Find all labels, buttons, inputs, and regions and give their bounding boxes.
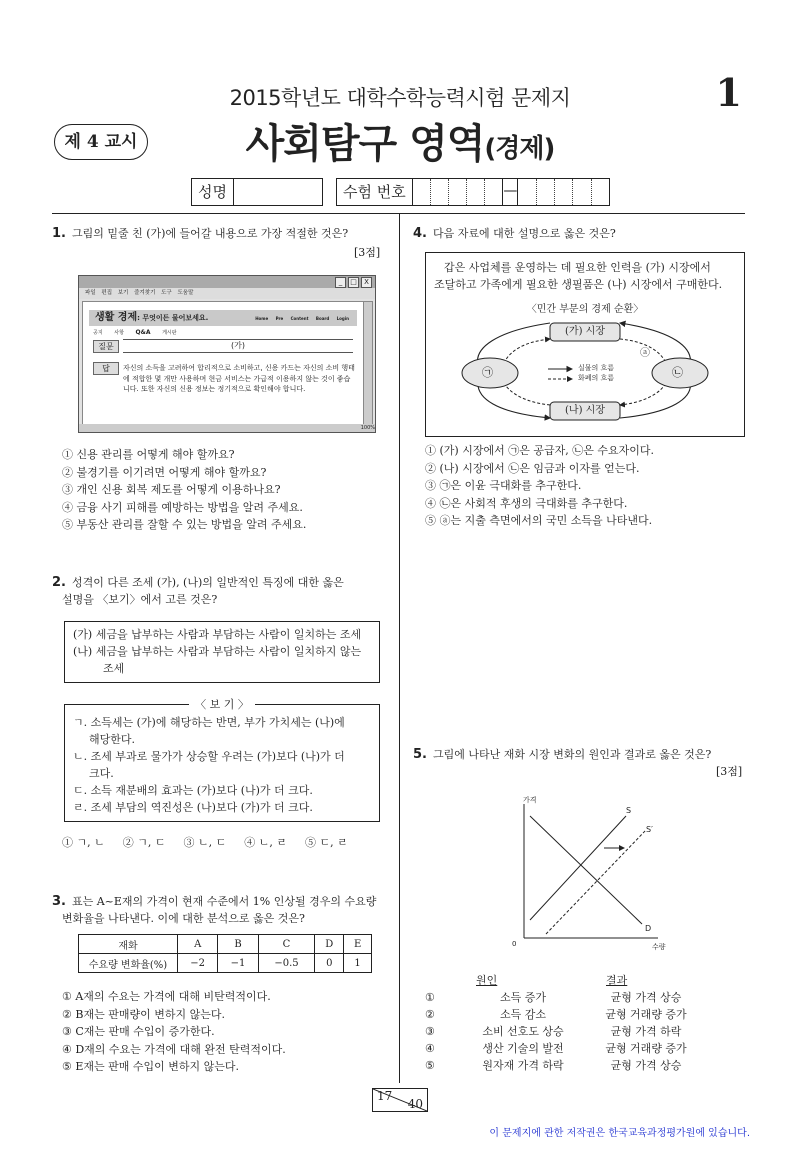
q5-points: [3점] <box>716 765 743 778</box>
browser-statusbar: 100% <box>79 424 375 432</box>
option-num: ⑤ <box>425 1059 435 1072</box>
q5-stem <box>413 746 743 763</box>
col-header-cause: 원인 <box>476 974 498 987</box>
page-total: 40 <box>407 1097 423 1111</box>
answer-text: 자신의 소득을 고려하여 합리적으로 소비하고, 신용 카드는 자신의 소비 행태에 적합한 몇 개만 사용하며 현금 서비스는 가급적 이용하지 않는 것이 좋습니다. 또한 자신의 신용 정보는 정기적으로 확인해야 합니다. <box>123 364 355 393</box>
option-cause: 소비 선호도 상승 <box>482 1025 564 1038</box>
bogi-da: ㄷ. 소득 재분배의 효과는 (가)보다 (나)가 더 크다. <box>73 784 313 797</box>
table-cell: 0 <box>315 954 344 973</box>
option-num: ② <box>425 1008 435 1021</box>
browser-titlebar <box>79 276 375 288</box>
q3-choice-1[interactable]: ① A재의 수요는 가격에 대해 비탄력적이다. <box>62 990 271 1003</box>
close-icon[interactable]: X <box>361 277 372 288</box>
browser-menubar[interactable]: 파일 편집 보기 즐겨찾기 도구 도움말 <box>79 288 375 299</box>
browser-window <box>78 275 376 433</box>
legend-real-label: 실물의 흐름 <box>578 364 615 372</box>
option-result: 균형 가격 상승 <box>610 1059 682 1072</box>
qa-divider-mid <box>123 352 353 353</box>
bogi-title: 〈 보 기 〉 <box>189 698 255 711</box>
browser-content <box>82 301 364 425</box>
q3-text-2: 변화율을 나타낸다. 이에 대한 분석으로 옳은 것은? <box>62 912 305 925</box>
q2-number: 2. <box>52 575 66 590</box>
q1-choice-2[interactable]: ② 불경기를 이기려면 어떻게 해야 할까요? <box>62 465 267 479</box>
q3-choices <box>62 988 286 1076</box>
table-cell: 수요량 변화율(%) <box>79 954 178 973</box>
bogi-ga-1: ㄱ. 소득세는 (가)에 해당하는 반면, 부가 가치세는 (나)에 <box>73 716 345 729</box>
table-cell: E <box>344 935 372 954</box>
q2-choice-1[interactable]: ① ㄱ, ㄴ <box>62 836 105 849</box>
copyright-notice: 이 문제지에 관한 저작권은 한국교육과정평가원에 있습니다. <box>489 1128 750 1139</box>
q4-choice-1[interactable]: ① (가) 시장에서 ㉠은 공급자, ㉡은 수요자이다. <box>425 444 654 457</box>
q4-choice-5[interactable]: ⑤ ⓐ는 지출 측면에서의 국민 소득을 나타낸다. <box>425 514 653 527</box>
q4-box-text-2: 조달하고 가족에게 필요한 생필품은 (나) 시장에서 구매한다. <box>434 278 723 291</box>
q5-option-5[interactable] <box>425 1057 711 1074</box>
q3-choice-4[interactable]: ④ D재의 수요는 가격에 대해 완전 탄력적이다. <box>62 1042 286 1056</box>
q5-option-1[interactable] <box>425 989 711 1006</box>
option-num: ③ <box>425 1025 435 1038</box>
exam-number-dash: — <box>503 179 518 205</box>
q4-choice-3[interactable]: ③ ㉠은 이윤 극대화를 추구한다. <box>425 479 582 492</box>
option-cause: 생산 기술의 발전 <box>482 1042 564 1055</box>
site-header <box>89 310 357 326</box>
table-row <box>79 935 372 954</box>
q1-stem <box>52 225 382 242</box>
market-na-label: (나) 시장 <box>565 405 605 416</box>
tax-na-2: 조세 <box>103 662 125 675</box>
option-result: 균형 가격 하락 <box>610 1025 682 1038</box>
table-cell: D <box>315 935 344 954</box>
legend-money-label: 화폐의 흐름 <box>578 374 615 382</box>
q1-number: 1. <box>52 226 66 241</box>
q1-choice-3[interactable]: ③ 개인 신용 회복 제도를 어떻게 이용하나요? <box>62 483 281 496</box>
chart-origin: 0 <box>512 940 517 948</box>
q4-box <box>425 252 745 437</box>
site-nav <box>93 329 177 336</box>
q3-table <box>78 934 372 973</box>
page-indicator <box>372 1088 428 1112</box>
q3-number: 3. <box>52 894 66 909</box>
q1-choice-4[interactable]: ④ 금융 사기 피해를 예방하는 방법을 알려 주세요. <box>62 500 303 514</box>
q3-choice-3[interactable]: ③ C재는 판매 수입이 증가한다. <box>62 1025 215 1038</box>
option-cause: 원자재 가격 하락 <box>482 1059 564 1072</box>
q2-tax-box <box>64 621 380 683</box>
table-cell: −0.5 <box>258 954 315 973</box>
exam-number-label: 수험 번호 <box>337 179 413 205</box>
subject-title <box>0 112 800 169</box>
browser-scrollbar[interactable] <box>363 301 373 425</box>
q1-choice-5[interactable]: ⑤ 부동산 관리를 잘할 수 있는 방법을 알려 주세요. <box>62 518 307 531</box>
page-current: 17 <box>377 1089 393 1103</box>
exam-number-cells-1[interactable] <box>413 179 504 205</box>
name-input-area[interactable] <box>234 179 322 205</box>
q2-bogi-box <box>64 698 380 822</box>
question-text: (가) <box>231 341 245 350</box>
q5-text: 그림에 나타난 재화 시장 변화의 원인과 결과로 옳은 것은? <box>432 748 712 761</box>
table-row <box>79 954 372 973</box>
option-cause: 소득 증가 <box>499 991 546 1004</box>
tax-na-1: (나) 세금을 납부하는 사람과 부담하는 사람이 일치하지 않는 <box>73 645 362 658</box>
exam-number-field[interactable] <box>336 178 610 206</box>
column-divider <box>399 213 400 1083</box>
nav-board[interactable]: 게시판 <box>162 330 177 336</box>
q5-option-3[interactable] <box>425 1023 711 1040</box>
option-num: ① <box>425 991 435 1004</box>
q2-choice-4[interactable]: ④ ㄴ, ㄹ <box>244 836 287 849</box>
subject-main: 사회탐구 영역 <box>245 121 485 167</box>
tax-ga: (가) 세금을 납부하는 사람과 부담하는 사람이 일치하는 조세 <box>73 628 362 641</box>
market-ga-label: (가) 시장 <box>565 326 605 337</box>
table-cell: A <box>178 935 218 954</box>
question-label: 질문 <box>93 340 119 353</box>
q5-option-2[interactable] <box>425 1006 711 1023</box>
chart-xlabel: 수량 <box>652 943 666 951</box>
bogi-na-1: ㄴ. 조세 부과로 물가가 상승할 우려는 (가)보다 (나)가 더 <box>73 750 345 763</box>
q5-number: 5. <box>413 747 427 762</box>
table-cell: C <box>258 935 315 954</box>
q1-choices <box>62 446 306 534</box>
exam-title: 2015학년도 대학수학능력시험 문제지 <box>229 86 571 110</box>
label-S-prime: S′ <box>646 825 653 834</box>
market-chart <box>506 792 666 942</box>
q4-text: 다음 자료에 대한 설명으로 옳은 것은? <box>432 227 616 240</box>
name-field[interactable] <box>191 178 323 206</box>
subject-sub: (경제) <box>484 134 555 164</box>
q4-choices <box>425 442 654 530</box>
table-cell: B <box>218 935 258 954</box>
q3-choice-2[interactable]: ② B재는 판매량이 변하지 않는다. <box>62 1007 225 1021</box>
node-right-label: ㉡ <box>672 366 683 379</box>
maximize-icon[interactable]: □ <box>348 277 359 288</box>
q1-text: 그림의 밑줄 친 (가)에 들어갈 내용으로 가장 적절한 것은? <box>71 227 349 240</box>
option-cause: 소득 감소 <box>499 1008 546 1021</box>
name-label: 성명 <box>192 179 234 205</box>
site-nav-tabs[interactable]: Home Pre Content Board Login <box>255 316 349 321</box>
table-cell: 1 <box>344 954 372 973</box>
q5-options <box>425 989 711 1074</box>
option-result: 균형 거래량 증가 <box>605 1008 687 1021</box>
q4-stem <box>413 225 743 242</box>
q1-choice-1[interactable]: ① 신용 관리를 어떻게 해야 할까요? <box>62 448 235 461</box>
q1-points: [3점] <box>354 246 381 259</box>
site-subtitle: : 무엇이든 물어보세요. <box>137 314 209 322</box>
q2-choice-3[interactable]: ③ ㄴ, ㄷ <box>183 836 227 849</box>
q4-choice-2[interactable]: ② (나) 시장에서 ㉡은 임금과 이자를 얻는다. <box>425 461 640 475</box>
diagram-title: 〈민간 부문의 경제 순환〉 <box>526 304 644 315</box>
page-number: 1 <box>715 70 742 115</box>
table-cell: −1 <box>218 954 258 973</box>
q3-choice-5[interactable]: ⑤ E재는 판매 수입이 변하지 않는다. <box>62 1060 240 1073</box>
answer-label: 답 <box>93 362 119 375</box>
period-badge: 제 4 교시 <box>54 124 148 160</box>
q5-option-4[interactable] <box>425 1040 711 1057</box>
q2-text-1: 성격이 다른 조세 (가), (나)의 일반적인 특징에 대한 옳은 <box>71 576 344 589</box>
option-result: 균형 거래량 증가 <box>605 1042 687 1055</box>
demand-curve-D <box>530 816 642 924</box>
table-cell: 재화 <box>79 935 178 954</box>
q3-stem <box>52 893 392 927</box>
node-a-label: ⓐ <box>640 348 650 359</box>
q2-stem <box>52 574 387 608</box>
label-D: D <box>645 924 652 933</box>
site-title: 생활 경제 <box>95 312 138 323</box>
bogi-ra: ㄹ. 조세 부담의 역진성은 (나)보다 (가)가 더 크다. <box>73 801 313 814</box>
minimize-icon[interactable]: _ <box>335 277 346 288</box>
q3-text-1: 표는 A~E재의 가격이 현재 수준에서 1% 인상될 경우의 수요량 <box>71 895 377 908</box>
table-cell: −2 <box>178 954 218 973</box>
q4-box-text-1: 갑은 사업체를 운영하는 데 필요한 인력을 (가) 시장에서 <box>444 261 711 274</box>
chart-ylabel: 가격 <box>523 796 537 804</box>
supply-curve-S <box>530 816 626 920</box>
q2-text-2: 설명을 〈보기〉에서 고른 것은? <box>62 593 218 606</box>
nav-notice[interactable]: 공지 사항 <box>93 330 124 336</box>
label-S: S <box>626 806 632 815</box>
q2-choices <box>62 834 348 852</box>
nav-qa[interactable]: Q&A <box>135 329 151 336</box>
q4-choice-4[interactable]: ④ ㉡은 사회적 후생의 극대화를 추구한다. <box>425 496 628 510</box>
q2-choice-2[interactable]: ② ㄱ, ㄷ <box>122 836 166 849</box>
bogi-na-2: 크다. <box>89 767 114 780</box>
q2-choice-5[interactable]: ⑤ ㄷ, ㄹ <box>305 836 348 849</box>
col-header-result: 결과 <box>606 974 628 987</box>
exam-number-cells-2[interactable] <box>518 179 609 205</box>
q4-number: 4. <box>413 226 427 241</box>
option-num: ④ <box>425 1042 435 1055</box>
bogi-ga-2: 해당한다. <box>89 733 136 746</box>
option-result: 균형 가격 상승 <box>610 991 682 1004</box>
node-left-label: ㉠ <box>482 366 493 379</box>
